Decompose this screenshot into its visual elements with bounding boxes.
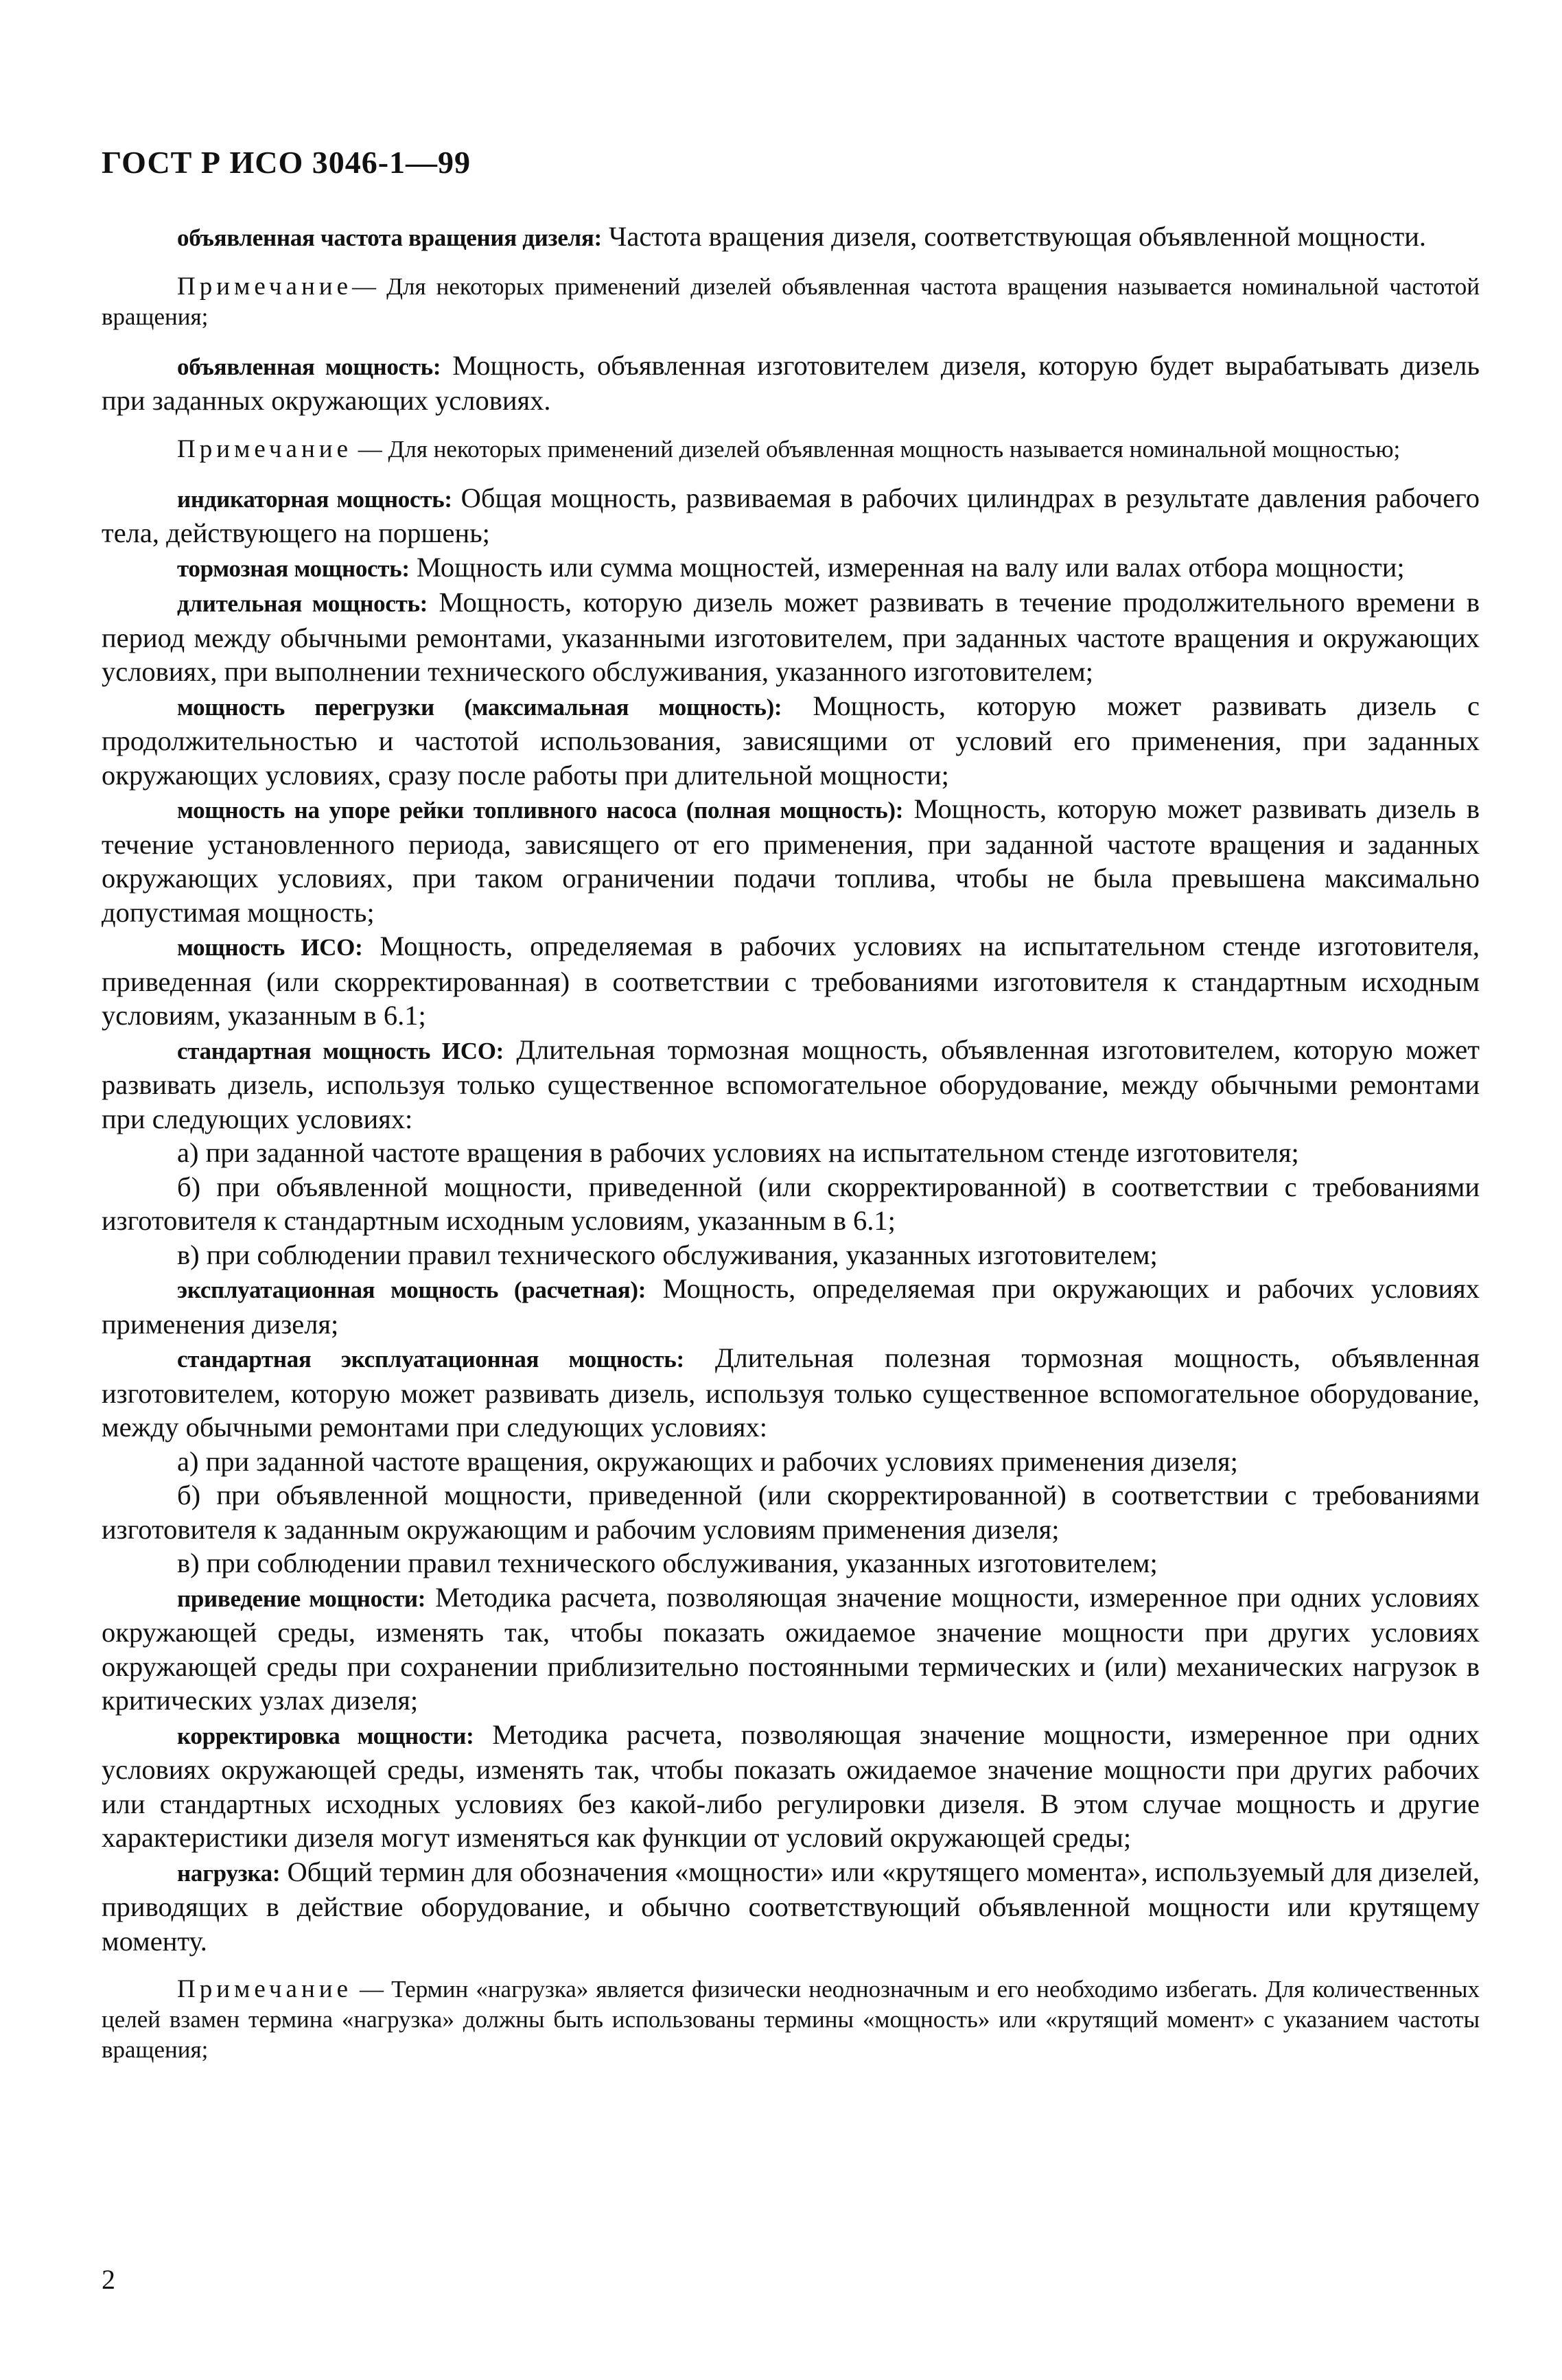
list-item: в) при соблюдении правил технического обслуживания, указанных изготовителем;: [177, 1548, 1158, 1578]
definition-term: тормозная мощность:: [177, 555, 410, 582]
definition-term: эксплуатационная мощность (расчетная):: [177, 1276, 646, 1303]
definition-term: стандартная мощность ИСО:: [177, 1037, 504, 1064]
list-item: а) при заданной частоте вращения, окружающих и рабочих условиях применения дизеля;: [177, 1445, 1238, 1477]
definition-text: Мощность, определяемая в рабочих условиях на испытательном стенде изготовителя, приведенная (или скорректированная) в соответствии с требованиями изготовителя к стандартным исходным условиям, указанным в 6.1;: [102, 931, 1480, 1031]
definition-text: Мощность, которую дизель может развивать в течение продолжительного времени в период между обычными ремонтами, указанными изготовителем, при заданных частоте вращения и окружающих условиях, при выполнении технического обслуживания, указанного изготовителем;: [102, 587, 1480, 687]
note-text: — Для некоторых применений дизелей объявленная частота вращения называется номинальной частотой вращения;: [102, 272, 1480, 330]
definition-text: Общая мощность, развиваемая в рабочих цилиндрах в результате давления рабочего тела, действующего на поршень;: [102, 482, 1480, 548]
definition-paragraph: [102, 550, 1480, 586]
note-paragraph: [102, 272, 1480, 332]
definition-paragraph: [102, 1341, 1480, 1445]
note-text: — Для некоторых применений дизелей объявленная мощность называется номинальной мощностью;: [352, 435, 1401, 463]
definition-paragraph: [102, 1580, 1480, 1718]
note-text: — Термин «нагрузка» является физически неоднозначным и его необходимо избегать. Для количественных целей взамен термина «нагрузка» должны быть использованы термины «мощность» или «крутящий момент» с указанием частоты вращения;: [102, 1976, 1480, 2063]
definition-paragraph: [102, 929, 1480, 1033]
definition-paragraph: [102, 1855, 1480, 1959]
list-item: в) при соблюдении правил технического обслуживания, указанных изготовителем;: [177, 1239, 1158, 1270]
definition-term: мощность на упоре рейки топливного насоса (полная мощность):: [177, 797, 904, 824]
definition-paragraph: [102, 689, 1480, 793]
definition-text: Мощность, объявленная изготовителем дизеля, которую будет вырабатывать дизель при заданных окружающих условиях.: [102, 349, 1480, 416]
note-label: Примечание: [177, 1975, 352, 2003]
definition-term: индикаторная мощность:: [177, 485, 452, 513]
definition-text: Мощность или сумма мощностей, измеренная на валу или валах отбора мощности;: [409, 551, 1405, 583]
definition-term: приведение мощности:: [177, 1585, 426, 1612]
definition-text: Общий термин для обозначения «мощности» или «крутящего момента», используемый для дизелей, приводящих в действие оборудование, и обычно соответствующий объявленной мощности или крутящему моменту.: [102, 1856, 1480, 1957]
definition-text: Длительная тормозная мощность, объявленная изготовителем, которую может развивать дизель, используя только существенное вспомогательное оборудование, между обычными ремонтами при следующих условиях:: [102, 1034, 1480, 1134]
definition-paragraph: [102, 1033, 1480, 1136]
definition-term: мощность ИСО:: [177, 934, 363, 961]
definition-paragraph: [102, 1272, 1480, 1341]
definition-term: длительная мощность:: [177, 590, 428, 617]
definition-term: нагрузка:: [177, 1859, 281, 1887]
definition-text: Длительная полезная тормозная мощность, объявленная изготовителем, которую может развивать дизель, используя только существенное вспомогательное оборудование, между обычными ремонтами при следующих условиях:: [102, 1342, 1480, 1443]
definition-paragraph: [102, 349, 1480, 418]
definition-term: объявленная частота вращения дизеля:: [177, 224, 602, 251]
definition-term: мощность перегрузки (максимальная мощность):: [177, 693, 782, 721]
definition-paragraph: [102, 792, 1480, 929]
definition-text: Методика расчета, позволяющая значение мощности, измеренное при одних условиях окружающей среды, изменять так, чтобы показать ожидаемое значение мощности при других условиях окружающей среды при сохранении приблизительно постоянными термических и (или) механических нагрузок в критических узлах дизеля;: [102, 1581, 1480, 1716]
note-paragraph: [102, 434, 1480, 465]
definition-text: Мощность, которую может развивать дизель в течение установленного периода, зависящего от его применения, при заданной частоте вращения и заданных окружающих условиях, при таком ограничении подачи топлива, чтобы не была превышена максимально допустимая мощность;: [102, 793, 1480, 928]
definition-text: Мощность, которую может развивать дизель с продолжительностью и частотой использования, зависящими от условий его применения, при заданных окружающих условиях, сразу после работы при длительной мощности;: [102, 690, 1480, 791]
definition-paragraph: [102, 481, 1480, 550]
definition-paragraph: [102, 220, 1480, 255]
definition-paragraph: [102, 1718, 1480, 1855]
list-item: а) при заданной частоте вращения в рабочих условиях на испытательном стенде изготовителя;: [177, 1137, 1299, 1168]
document-header: ГОСТ Р ИСО 3046-1—99: [102, 145, 471, 180]
definition-term: корректировка мощности:: [177, 1722, 474, 1749]
definition-term: объявленная мощность:: [177, 353, 441, 380]
note-paragraph: [102, 1974, 1480, 2065]
definition-paragraph: [102, 585, 1480, 689]
definition-term: стандартная эксплуатационная мощность:: [177, 1346, 684, 1373]
page-number: 2: [102, 2264, 115, 2295]
list-item: б) при объявленной мощности, приведенной (или скорректированной) в соответствии с требованиями изготовителя к заданным окружающим и рабочим условиям применения дизеля;: [102, 1480, 1480, 1545]
note-label: Примечание: [177, 272, 352, 301]
list-item: б) при объявленной мощности, приведенной (или скорректированной) в соответствии с требованиями изготовителя к стандартным исходным условиям, указанным в 6.1;: [102, 1171, 1480, 1236]
document-body: [102, 220, 1480, 2081]
definition-text: Мощность, определяемая при окружающих и рабочих условиях применения дизеля;: [102, 1273, 1480, 1340]
definition-text: Частота вращения дизеля, соответствующая объявленной мощности.: [601, 221, 1427, 252]
definition-text: Методика расчета, позволяющая значение мощности, измеренное при одних условиях окружающей среды, изменять так, чтобы показать ожидаемое значение мощности при других рабочих или стандартных исходных условиях без какой-либо регулировки дизеля. В этом случае мощность и другие характеристики дизеля могут изменяться как функции от условий окружающей среды;: [102, 1718, 1480, 1853]
note-label: Примечание: [177, 434, 352, 463]
